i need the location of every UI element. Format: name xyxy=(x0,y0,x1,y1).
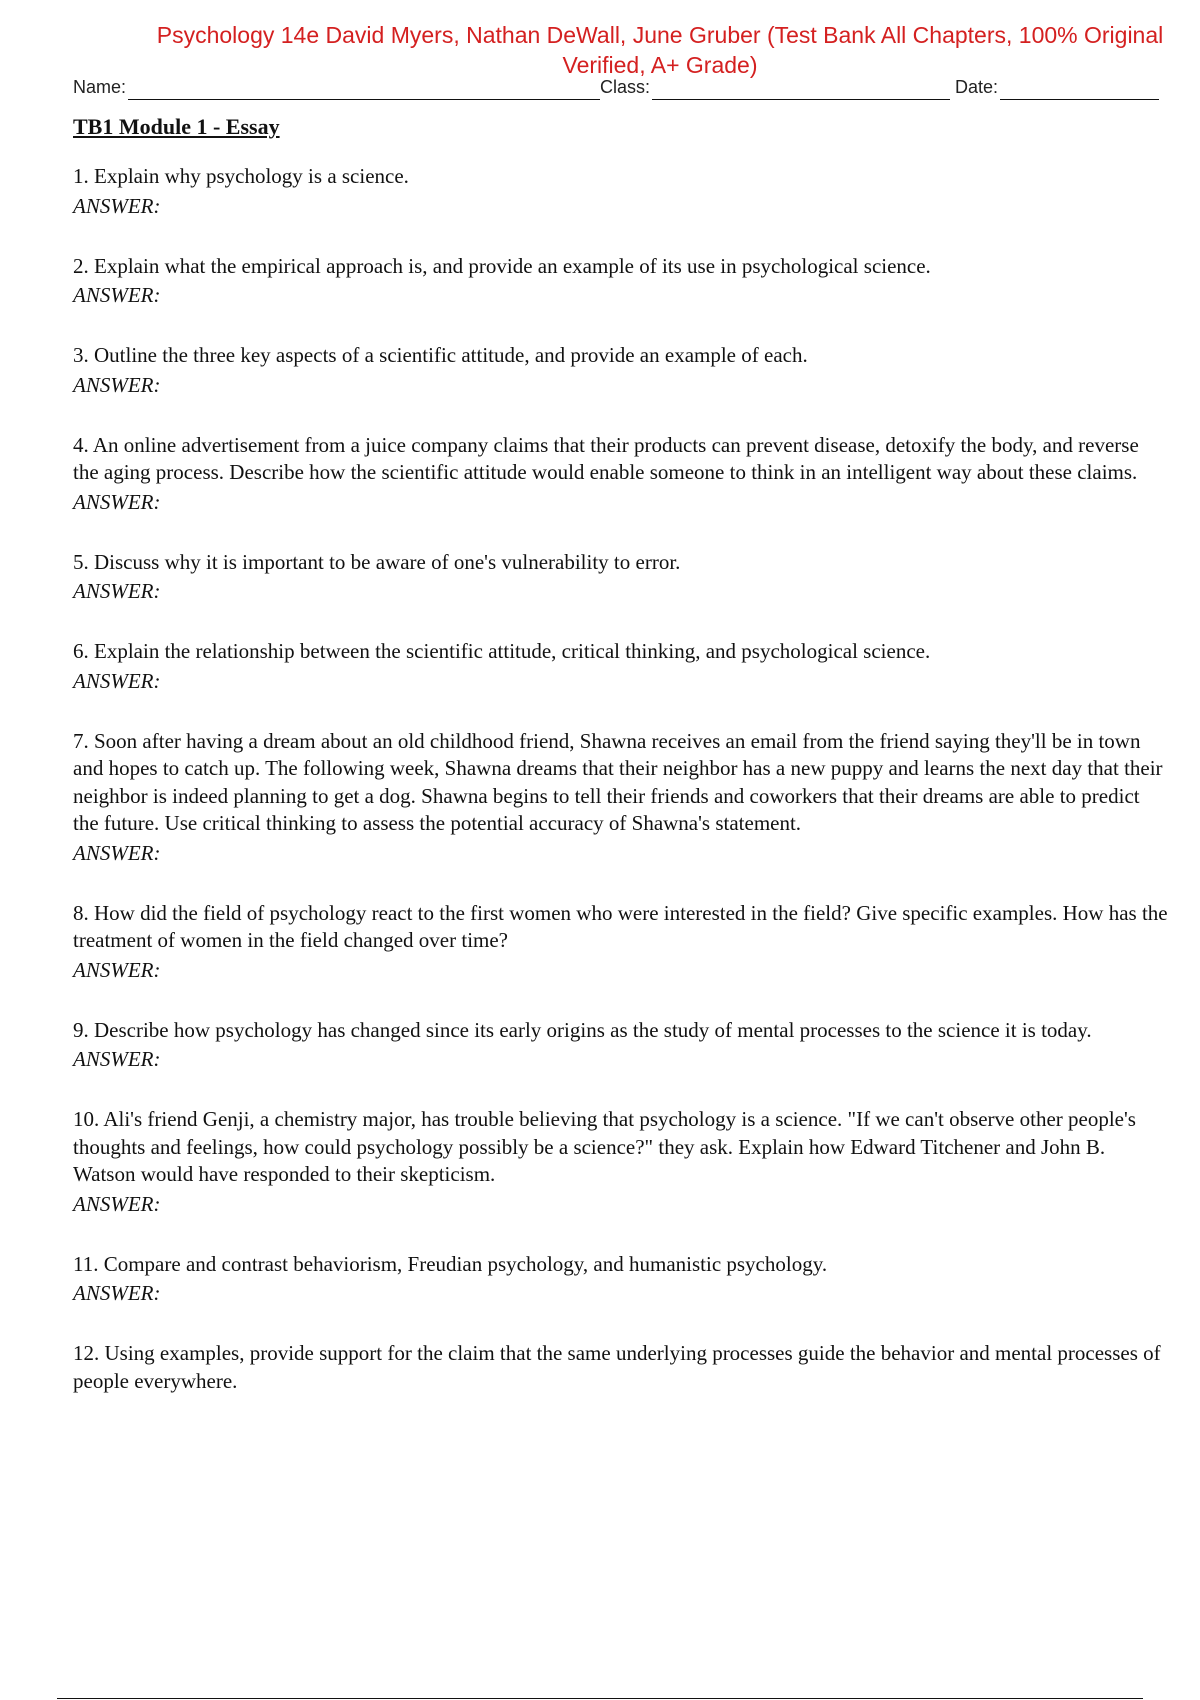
class-blank-line[interactable] xyxy=(652,73,950,100)
question-text: 6. Explain the relationship between the scientific attitude, critical thinking, and psychological science. xyxy=(73,639,931,663)
question-item xyxy=(73,1251,1168,1309)
question-item xyxy=(73,728,1168,868)
question-item xyxy=(73,1017,1168,1075)
question-text: 1. Explain why psychology is a science. xyxy=(73,164,409,188)
question-item xyxy=(73,432,1168,517)
name-field[interactable] xyxy=(73,72,600,100)
class-label: Class: xyxy=(600,77,651,97)
question-list xyxy=(73,163,1168,1427)
question-item xyxy=(73,253,1168,311)
answer-label: ANSWER: xyxy=(73,840,161,865)
footer-divider xyxy=(57,1698,1143,1699)
section-heading: TB1 Module 1 - Essay xyxy=(73,114,280,139)
answer-label: ANSWER: xyxy=(73,489,161,514)
name-label: Name: xyxy=(73,77,127,97)
answer-label: ANSWER: xyxy=(73,668,161,693)
question-item xyxy=(73,900,1168,985)
question-text: 3. Outline the three key aspects of a scientific attitude, and provide an example of each. xyxy=(73,343,808,367)
answer-label: ANSWER: xyxy=(73,579,161,603)
answer-label: ANSWER: xyxy=(73,1281,161,1305)
question-text: 12. Using examples, provide support for the claim that the same underlying processes guide the behavior and mental processes of people everywhere. xyxy=(73,1341,1161,1393)
answer-label: ANSWER: xyxy=(73,283,161,307)
question-item xyxy=(73,549,1168,607)
question-text: 8. How did the field of psychology react to the first women who were interested in the field? Give specific examples. How has the treatment of women in the field changed over time? xyxy=(73,900,1168,952)
question-text: 10. Ali's friend Genji, a chemistry major, has trouble believing that psychology is a science. "If we can't observe other people's thoughts and feelings, how could psychology possibly be a science?" they ask. Explain how Edward Titchener and John B. Watson would have responded to their skepticism. xyxy=(73,1107,1136,1186)
question-item xyxy=(73,1340,1168,1395)
question-item xyxy=(73,342,1168,400)
date-field[interactable] xyxy=(955,72,1159,100)
question-text: 4. An online advertisement from a juice company claims that their products can prevent disease, detoxify the body, and reverse the aging process. Describe how the scientific attitude would enable someone to think in an intelligent way about these claims. xyxy=(73,432,1139,484)
answer-label: ANSWER: xyxy=(73,957,161,982)
header-fields xyxy=(73,72,1159,102)
question-item xyxy=(73,163,1168,221)
question-text: 2. Explain what the empirical approach is, and provide an example of its use in psychological science. xyxy=(73,253,931,278)
answer-label: ANSWER: xyxy=(73,372,161,397)
answer-label: ANSWER: xyxy=(73,1047,161,1071)
date-label: Date: xyxy=(955,77,999,97)
answer-label: ANSWER: xyxy=(73,1191,161,1216)
class-field[interactable] xyxy=(600,64,950,100)
question-item xyxy=(73,1106,1168,1219)
question-text: 5. Discuss why it is important to be aware of one's vulnerability to error. xyxy=(73,549,681,574)
answer-label: ANSWER: xyxy=(73,193,161,218)
page-title: Psychology 14e David Myers, Nathan DeWall, June Gruber (Test Bank All Chapters, 100% Original Verified, A+ Grade) xyxy=(156,22,1164,78)
question-text: 9. Describe how psychology has changed since its early origins as the study of mental processes to the science it is today. xyxy=(73,1017,1092,1042)
name-blank-line[interactable] xyxy=(128,73,600,100)
question-text: 7. Soon after having a dream about an old childhood friend, Shawna receives an email from the friend saying they'll be in town and hopes to catch up. The following week, Shawna dreams that their neighbor has a new puppy and learns the next day that their neighbor is indeed planning to get a dog. Shawna begins to tell their friends and coworkers that their dreams are able to predict the future. Use critical thinking to assess the potential accuracy of Shawna's statement. xyxy=(73,728,1163,835)
date-blank-line[interactable] xyxy=(1000,73,1159,100)
question-item xyxy=(73,638,1168,696)
question-text: 11. Compare and contrast behaviorism, Freudian psychology, and humanistic psychology. xyxy=(73,1251,828,1276)
